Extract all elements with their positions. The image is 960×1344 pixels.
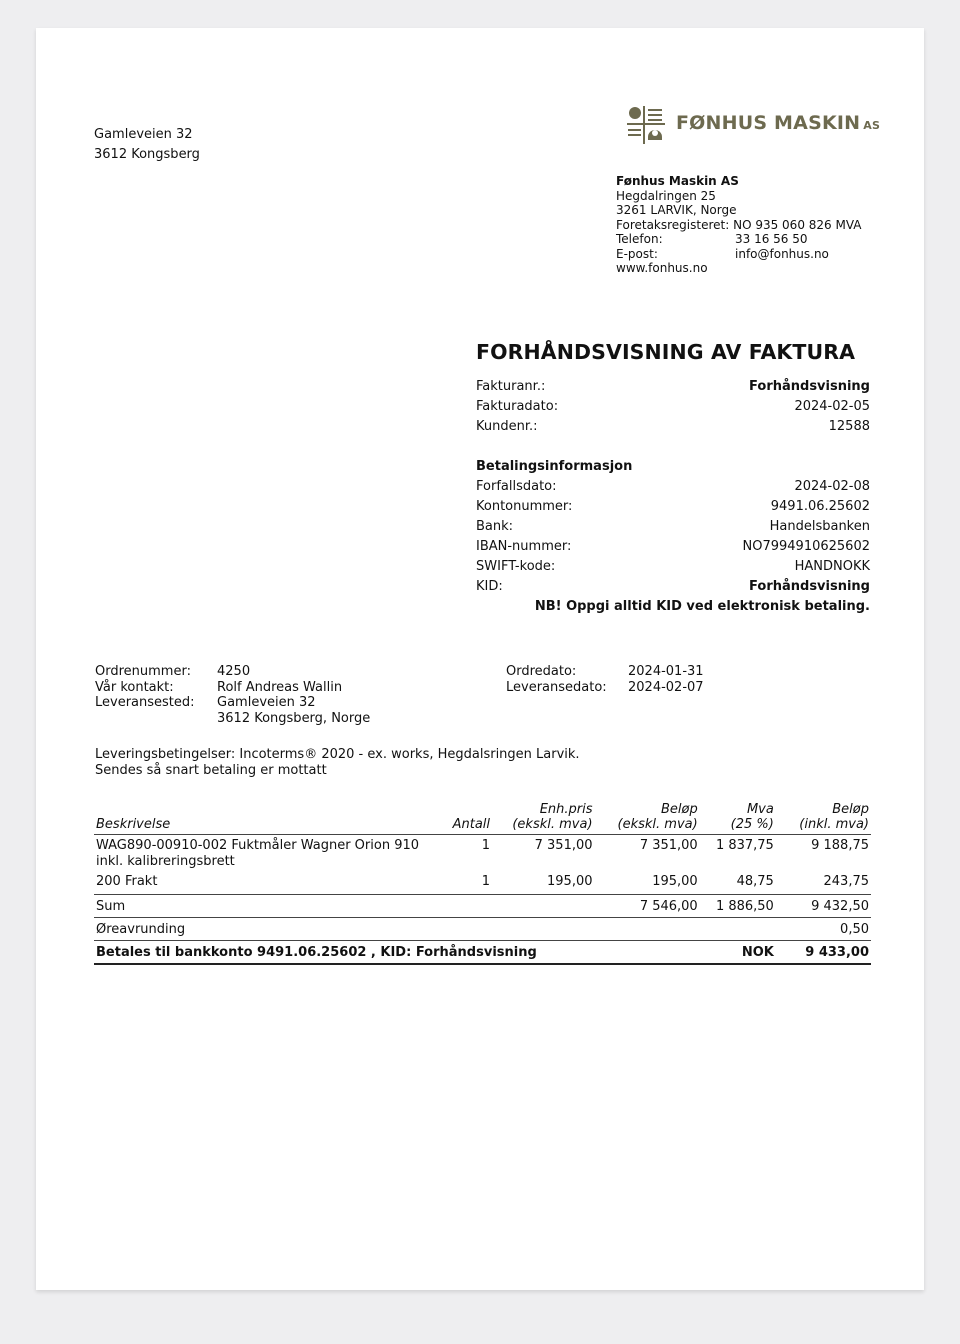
sender-phone-row xyxy=(616,232,916,247)
rounding-value: 0,50 xyxy=(840,922,869,937)
logo-mark-icon xyxy=(626,104,668,146)
due-date-row xyxy=(476,477,870,497)
sum-vat: 1 886,50 xyxy=(715,899,774,914)
table-row xyxy=(94,871,871,895)
recipient-city: 3612 Kongsberg xyxy=(94,147,200,162)
item-gross-amount: 9 188,75 xyxy=(811,838,869,853)
logo-name: FØNHUS MASKIN xyxy=(676,112,861,134)
sender-email-row xyxy=(616,247,916,262)
bank-label: Bank: xyxy=(476,519,514,534)
sender-web: www.fonhus.no xyxy=(616,261,708,275)
payment-heading-row xyxy=(476,457,870,477)
recipient-address xyxy=(94,125,394,165)
customer-number-label: Kundenr.: xyxy=(476,419,538,434)
logo-wordmark xyxy=(676,112,880,134)
sum-label: Sum xyxy=(96,899,126,914)
customer-number: 12588 xyxy=(828,419,870,434)
item-unit-price: 195,00 xyxy=(547,874,593,889)
sender-phone-label: Telefon: xyxy=(616,232,663,246)
payment-heading: Betalingsinformasjon xyxy=(476,459,633,474)
sender-phone: 33 16 56 50 xyxy=(735,232,808,246)
sender-city: 3261 LARVIK, Norge xyxy=(616,203,737,217)
table-header-row xyxy=(94,796,871,835)
header-description: Beskrivelse xyxy=(96,817,171,832)
total-row xyxy=(94,941,871,965)
delivery-street: Gamleveien 32 xyxy=(217,695,316,710)
item-quantity: 1 xyxy=(481,838,491,853)
document-title: FORHÅNDSVISNING AV FAKTURA xyxy=(476,340,856,364)
order-row-1 xyxy=(95,662,795,678)
customer-number-row xyxy=(476,417,870,437)
sender-email-label: E-post: xyxy=(616,246,658,261)
iban-row xyxy=(476,537,870,557)
item-vat: 1 837,75 xyxy=(715,838,774,853)
kid-note: NB! Oppgi alltid KID ved elektronisk betaling. xyxy=(534,599,870,614)
bank-name: Handelsbanken xyxy=(769,519,870,534)
header-net-amount: Beløp (ekskl. mva) xyxy=(617,802,698,832)
bank-row xyxy=(476,517,870,537)
order-number-label: Ordrenummer: xyxy=(95,664,191,679)
order-row-2 xyxy=(95,678,795,694)
invoice-date-label: Fakturadato: xyxy=(476,399,559,414)
recipient-street: Gamleveien 32 xyxy=(94,127,193,142)
sender-details xyxy=(616,174,916,276)
rounding-row xyxy=(94,918,871,941)
terms-line-2: Sendes så snart betaling er mottatt xyxy=(95,762,327,778)
order-row-3 xyxy=(95,693,795,709)
invoice-page xyxy=(36,28,924,1290)
swift-value: HANDNOKK xyxy=(794,559,870,574)
header-gross-amount: Beløp (inkl. mva) xyxy=(799,802,869,832)
invoice-number-label: Fakturanr.: xyxy=(476,379,546,394)
table-row xyxy=(94,835,871,872)
item-vat: 48,75 xyxy=(736,874,774,889)
items-table xyxy=(94,796,871,965)
item-description: 200 Frakt xyxy=(96,874,158,889)
account-number: 9491.06.25602 xyxy=(770,499,870,514)
account-label: Kontonummer: xyxy=(476,499,573,514)
kid-value: Forhåndsvisning xyxy=(749,579,870,594)
order-row-4 xyxy=(95,709,795,725)
delivery-terms xyxy=(95,747,795,778)
invoice-number: Forhåndsvisning xyxy=(749,379,870,394)
due-date: 2024-02-08 xyxy=(794,479,870,494)
header-vat: Mva (25 %) xyxy=(730,802,774,832)
sender-registry: Foretaksregisteret: NO 935 060 826 MVA xyxy=(616,217,862,232)
total-currency: NOK xyxy=(741,945,774,960)
company-logo xyxy=(626,104,906,148)
iban-label: IBAN-nummer: xyxy=(476,539,572,554)
delivery-city: 3612 Kongsberg, Norge xyxy=(217,710,371,726)
invoice-date: 2024-02-05 xyxy=(794,399,870,414)
invoice-date-row xyxy=(476,397,870,417)
delivery-place-label: Leveransested: xyxy=(95,695,195,710)
delivery-date: 2024-02-07 xyxy=(628,679,704,695)
sum-net: 7 546,00 xyxy=(639,899,698,914)
order-details xyxy=(95,662,795,724)
order-date-label: Ordredato: xyxy=(506,664,577,679)
sender-email: info@fonhus.no xyxy=(735,246,829,261)
total-value: 9 433,00 xyxy=(805,945,869,960)
total-label: Betales til bankkonto 9491.06.25602 , KID: Forhåndsvisning xyxy=(96,945,537,960)
header-unit-price: Enh.pris (ekskl. mva) xyxy=(512,802,593,832)
contact-name: Rolf Andreas Wallin xyxy=(217,679,343,695)
kid-label: KID: xyxy=(476,579,503,594)
header-quantity: Antall xyxy=(452,817,491,832)
item-net-amount: 7 351,00 xyxy=(639,838,698,853)
invoice-info xyxy=(476,377,870,617)
order-date: 2024-01-31 xyxy=(628,664,704,679)
sum-gross: 9 432,50 xyxy=(811,899,869,914)
logo-suffix: AS xyxy=(863,119,881,132)
rounding-label: Øreavrunding xyxy=(96,922,186,937)
sender-street: Hegdalringen 25 xyxy=(616,188,716,203)
kid-row xyxy=(476,577,870,597)
account-row xyxy=(476,497,870,517)
sum-row xyxy=(94,895,871,918)
iban-value: NO7994910625602 xyxy=(742,539,870,554)
invoice-number-row xyxy=(476,377,870,397)
item-quantity: 1 xyxy=(481,874,491,889)
item-net-amount: 195,00 xyxy=(652,874,698,889)
due-date-label: Forfallsdato: xyxy=(476,479,557,494)
swift-row xyxy=(476,557,870,577)
item-unit-price: 7 351,00 xyxy=(534,838,593,853)
order-number: 4250 xyxy=(217,664,251,679)
swift-label: SWIFT-kode: xyxy=(476,559,556,574)
sender-company: Fønhus Maskin AS xyxy=(616,174,739,188)
terms-line-1: Leveringsbetingelser: Incoterms® 2020 - ex. works, Hegdalsringen Larvik. xyxy=(95,747,580,762)
delivery-date-label: Leveransedato: xyxy=(506,679,607,695)
contact-label: Vår kontakt: xyxy=(95,679,174,695)
item-gross-amount: 243,75 xyxy=(823,874,869,889)
item-description: WAG890-00910-002 Fuktmåler Wagner Orion 910 inkl. kalibreringsbrett xyxy=(96,838,420,869)
